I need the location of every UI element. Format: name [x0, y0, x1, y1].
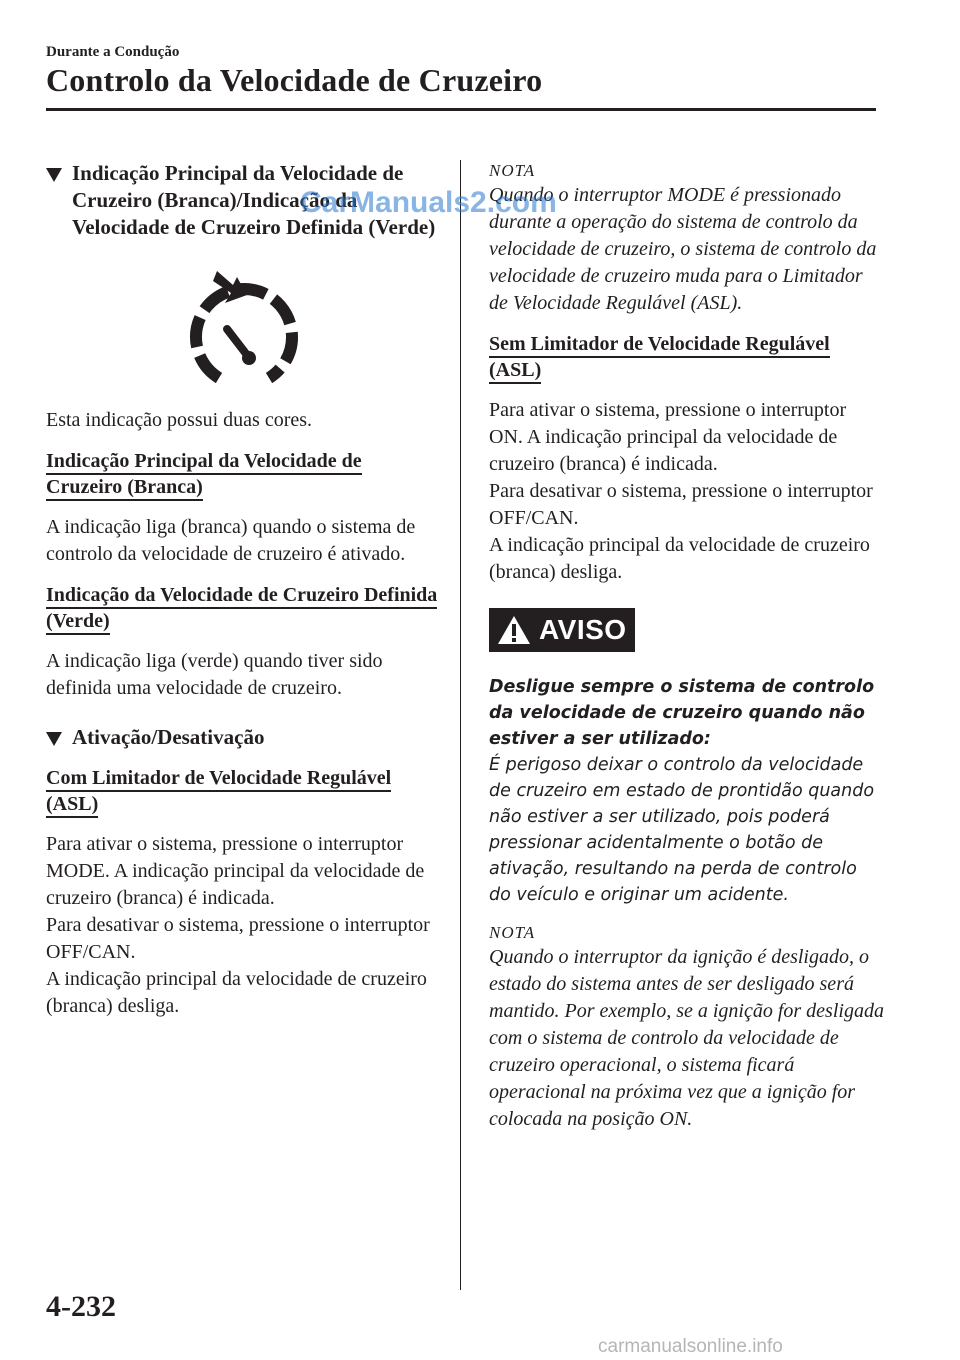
column-divider	[460, 160, 461, 1290]
page-number: 4-232	[46, 1290, 116, 1323]
warning-badge	[489, 608, 635, 652]
header-rule	[46, 108, 876, 111]
note-mode-text: Quando o interruptor MODE é pressionado durante a operação do sistema de controlo da velocidade de cruzeiro, o sistema de controlo da velocidade de cruzeiro muda para o Limitador de Velocidade Regulável (ASL).	[489, 184, 877, 314]
note-ignition-text: Quando o interruptor da ignição é desligado, o estado do sistema antes de ser desligado será mantido. Por exemplo, se a ignição for desligada com o sistema de controlo da velocidade de cruzeiro operacional, o sistema ficará operacional na próxima vez que a ignição for colocada na posição ON.	[489, 946, 884, 1130]
with-asl-activate-text: Para ativar o sistema, pressione o interruptor MODE. A indicação principal da velocidade de cruzeiro (branca) é indicada.	[46, 833, 425, 909]
cruise-control-speedometer-icon	[189, 263, 299, 393]
with-asl-off-text: A indicação principal da velocidade de cruzeiro (branca) desliga.	[46, 968, 427, 1017]
without-asl-deactivate-text: Para desativar o sistema, pressione o interruptor OFF/CAN.	[489, 480, 873, 529]
without-asl-off-text: A indicação principal da velocidade de cruzeiro (branca) desliga.	[489, 534, 870, 583]
section-heading-activation: Ativação/Desativação	[46, 724, 441, 751]
left-column	[46, 160, 441, 1020]
subheading-with-asl: Com Limitador de Velocidade Regulável (ASL)	[46, 765, 441, 817]
warning-triangle-icon	[497, 615, 531, 645]
without-asl-activate-text: Para ativar o sistema, pressione o interruptor ON. A indicação principal da velocidade de cruzeiro (branca) é indicada.	[489, 399, 847, 475]
section-label: Durante a Condução	[46, 44, 180, 60]
triangle-bullet-icon	[46, 168, 62, 182]
subheading-set-speed-indicator: Indicação da Velocidade de Cruzeiro Definida (Verde)	[46, 582, 441, 634]
set-speed-indicator-text: A indicação liga (verde) quando tiver sido definida uma velocidade de cruzeiro.	[46, 650, 383, 699]
warning-title: Desligue sempre o sistema de controlo da velocidade de cruzeiro quando não estiver a ser utilizado:	[489, 677, 875, 749]
watermark-top: CarManuals2.com	[300, 186, 557, 219]
with-asl-deactivate-text: Para desativar o sistema, pressione o interruptor OFF/CAN.	[46, 914, 430, 963]
triangle-bullet-icon	[46, 732, 62, 746]
note-label: NOTA	[489, 923, 536, 942]
warning-label: AVISO	[539, 614, 627, 645]
right-column	[489, 160, 884, 1133]
intro-text: Esta indicação possui duas cores.	[46, 409, 313, 431]
subheading-without-asl: Sem Limitador de Velocidade Regulável (ASL)	[489, 331, 884, 383]
subheading-main-indicator: Indicação Principal da Velocidade de Cruzeiro (Branca)	[46, 448, 441, 500]
section-heading-indicator: Indicação Principal da Velocidade de Cruzeiro (Branca)/Indicação da Velocidade de Cruzeiro Definida (Verde)	[46, 160, 441, 241]
watermark-bottom: carmanualsonline.info	[598, 1336, 783, 1357]
page-title: Controlo da Velocidade de Cruzeiro	[46, 62, 543, 98]
note-label: NOTA	[489, 161, 536, 180]
warning-text: É perigoso deixar o controlo da velocidade de cruzeiro em estado de prontidão quando não estiver a ser utilizado, pois poderá pressionar acidentalmente o botão de ativação, resultando na perda de controlo do veículo e originar um acidente.	[489, 755, 875, 905]
main-indicator-text: A indicação liga (branca) quando o sistema de controlo da velocidade de cruzeiro é ativado.	[46, 516, 416, 565]
